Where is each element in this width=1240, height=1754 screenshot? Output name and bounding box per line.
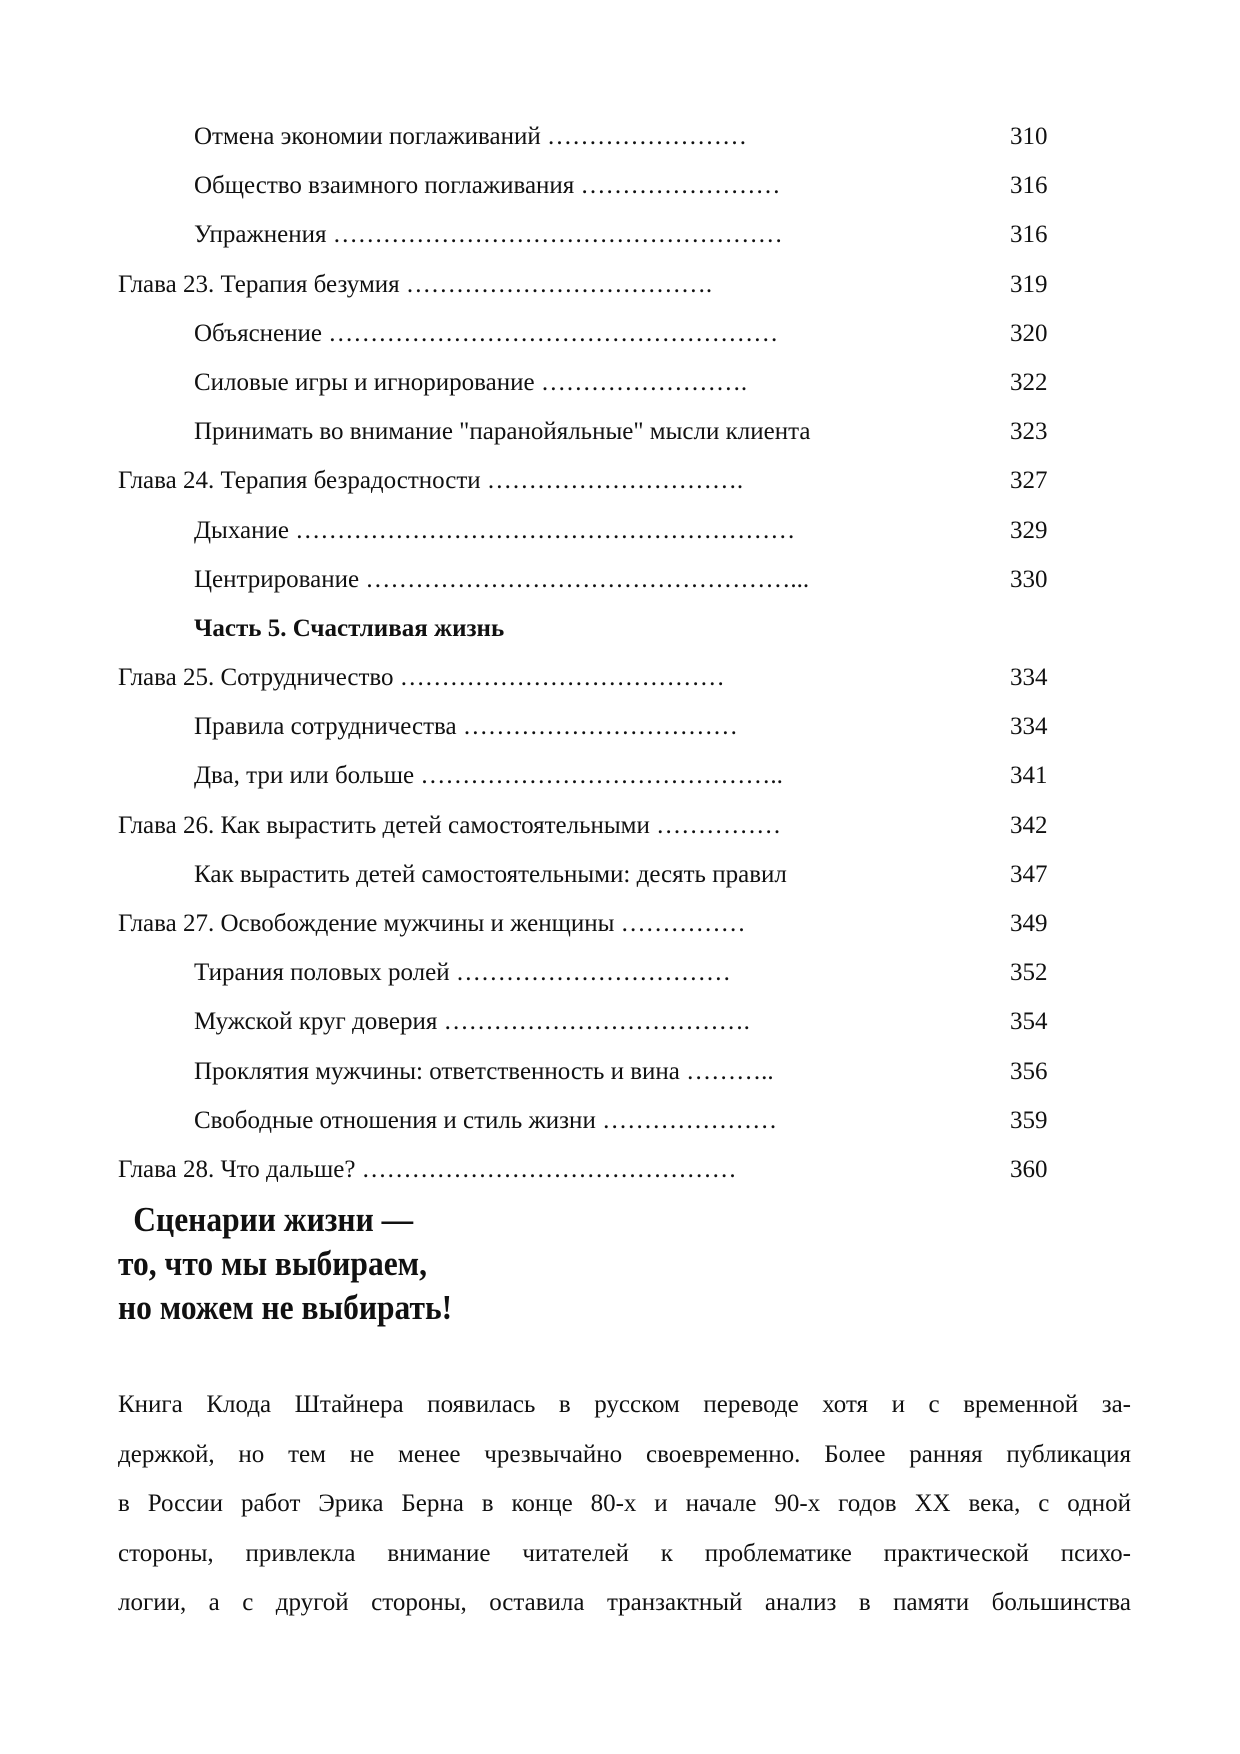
toc-page-number: 354 (1010, 1008, 1048, 1036)
toc-entry (0, 1100, 1240, 1149)
toc-page-number: 329 (1010, 516, 1048, 544)
toc-entry (0, 657, 1240, 706)
heading-line: Сценарии жизни — (133, 1200, 414, 1239)
toc-entry-title: Как вырастить детей самостоятельными: десять правил (194, 860, 787, 888)
toc-entry-title: Глава 28. Что дальше? ……………………………………… (118, 1155, 737, 1183)
toc-page-number: 342 (1010, 811, 1048, 839)
toc-page-number: 359 (1010, 1106, 1048, 1134)
toc-entry-title: Дыхание …………………………………………………… (194, 516, 796, 544)
toc-entry (0, 460, 1240, 509)
toc-entry (0, 1149, 1240, 1198)
toc-page-number: 352 (1010, 959, 1048, 987)
toc-entry (0, 214, 1240, 263)
toc-entry-title: Свободные отношения и стиль жизни ………………… (194, 1106, 778, 1134)
paragraph-line: Книга Клода Штайнера появилась в русском переводе хотя и с временной за- (118, 1391, 1131, 1418)
toc-entry (0, 755, 1240, 804)
toc-entry (0, 116, 1240, 165)
toc-entry-title: Отмена экономии поглаживаний …………………… (194, 123, 748, 150)
toc-page-number: 316 (1010, 221, 1048, 249)
toc-entry-title: Проклятия мужчины: ответственность и вина ……….. (194, 1057, 774, 1085)
toc-entry-title: Общество взаимного поглаживания …………………… (194, 172, 781, 200)
toc-entry-title: Глава 23. Терапия безумия ………………………………. (118, 270, 713, 298)
toc-entry-title: Глава 24. Терапия безрадостности …………………………. (118, 467, 744, 495)
toc-entry (0, 165, 1240, 214)
toc-entry (0, 510, 1240, 559)
toc-entry (0, 854, 1240, 903)
toc-page-number: 319 (1010, 270, 1048, 298)
toc-page-number: 349 (1010, 910, 1048, 937)
toc-part-heading (0, 608, 1240, 657)
toc-entry-title: Два, три или больше …………………………………….. (194, 762, 783, 790)
toc-page-number: 322 (1010, 368, 1048, 396)
paragraph-line: в России работ Эрика Берна в конце 80-х и начале 90-х годов XX века, с одной (118, 1490, 1131, 1517)
toc-entry (0, 903, 1240, 952)
paragraph-line: держкой, но тем не менее чрезвычайно своевременно. Более ранняя публикация (118, 1440, 1131, 1468)
toc-entry-title: Принимать во внимание "паранойяльные" мысли клиента (194, 418, 811, 446)
toc-entry (0, 362, 1240, 411)
toc-page-number: 316 (1010, 172, 1048, 200)
toc-entry-title: Глава 26. Как вырастить детей самостоятельными …………… (118, 811, 782, 839)
paragraph-line: стороны, привлекла внимание читателей к проблематике практической психо- (118, 1539, 1131, 1567)
toc-entry (0, 805, 1240, 854)
toc-page-number: 330 (1010, 565, 1048, 593)
toc-entry (0, 1001, 1240, 1050)
heading-line: то, что мы выбираем, (118, 1244, 428, 1283)
toc-entry (0, 1051, 1240, 1100)
toc-entry-title: Силовые игры и игнорирование ……………………. (194, 368, 748, 396)
toc-page-number: 334 (1010, 713, 1048, 741)
toc-entry (0, 313, 1240, 362)
toc-page-number: 347 (1010, 860, 1048, 888)
toc-entry-title: Часть 5. Счастливая жизнь (194, 614, 505, 642)
toc-page-number: 320 (1010, 319, 1048, 347)
toc-page-number: 323 (1010, 418, 1048, 446)
toc-entry-title: Мужской круг доверия ………………………………. (194, 1008, 750, 1036)
toc-page-number: 334 (1010, 664, 1048, 692)
toc-page-number: 327 (1010, 467, 1048, 495)
heading-line: но можем не выбирать! (118, 1288, 453, 1327)
toc-entry-title: Глава 25. Сотрудничество ………………………………… (118, 664, 725, 692)
toc-entry-title: Тирания половых ролей …………………………… (194, 959, 731, 987)
toc-entry-title: Объяснение ……………………………………………… (194, 319, 779, 347)
toc-entry-title: Глава 27. Освобождение мужчины и женщины …………… (118, 910, 746, 937)
toc-entry-title: Центрирование ……………………………………………... (194, 565, 810, 593)
toc-page-number: 310 (1010, 123, 1048, 150)
toc-entry-title: Упражнения ……………………………………………… (194, 221, 783, 249)
body-text (118, 1380, 1131, 1628)
toc-entry (0, 559, 1240, 608)
paragraph-line: логии, а с другой стороны, оставила транзактный анализ в памяти большинства (118, 1589, 1131, 1616)
table-of-contents (0, 116, 1240, 1198)
toc-entry (0, 264, 1240, 313)
toc-entry (0, 411, 1240, 460)
toc-entry (0, 952, 1240, 1001)
toc-entry (0, 706, 1240, 755)
toc-page-number: 360 (1010, 1155, 1048, 1183)
toc-page-number: 356 (1010, 1057, 1048, 1085)
section-heading (118, 1198, 452, 1330)
toc-entry-title: Правила сотрудничества …………………………… (194, 713, 738, 741)
toc-page-number: 341 (1010, 762, 1048, 790)
